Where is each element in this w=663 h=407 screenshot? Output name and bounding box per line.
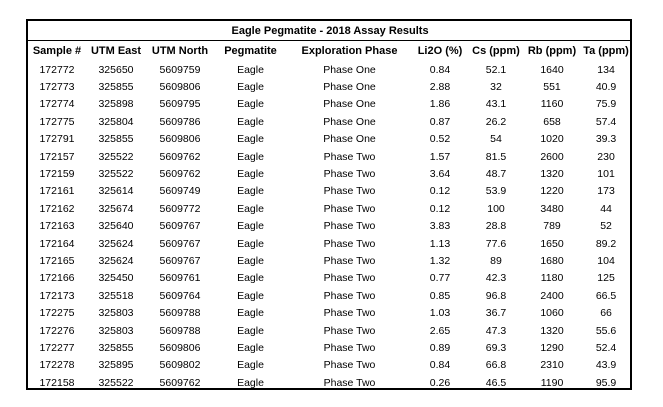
table-row [28, 218, 632, 235]
cell-ta: 66 [600, 307, 612, 320]
cell-pegmatite: Eagle [237, 254, 264, 267]
cell-exploration-phase: Phase Two [323, 307, 376, 320]
table-row [28, 200, 632, 217]
table-row [28, 165, 632, 182]
cell-sample-number: 172773 [39, 81, 75, 94]
cell-li2o: 0.89 [429, 341, 451, 354]
cell-cs: 36.7 [485, 307, 507, 320]
cell-rb: 1640 [540, 63, 564, 76]
cell-utm-north: 5609806 [159, 81, 201, 94]
cell-utm-north: 5609802 [159, 359, 201, 372]
cell-utm-north: 5609759 [159, 63, 201, 76]
cell-li2o: 1.57 [429, 150, 451, 163]
column-header-utm-east: UTM East [90, 45, 142, 57]
cell-rb: 1060 [540, 307, 564, 320]
cell-li2o: 3.64 [429, 168, 451, 181]
cell-cs: 100 [487, 202, 505, 215]
cell-rb: 1320 [540, 168, 564, 181]
cell-exploration-phase: Phase One [323, 81, 376, 94]
cell-li2o: 1.32 [429, 254, 451, 267]
cell-exploration-phase: Phase One [323, 63, 376, 76]
cell-exploration-phase: Phase Two [323, 324, 376, 337]
table-row [28, 61, 632, 78]
cell-li2o: 1.86 [429, 98, 451, 111]
table-row [28, 287, 632, 304]
cell-rb: 3480 [540, 202, 564, 215]
cell-pegmatite: Eagle [237, 185, 264, 198]
cell-li2o: 0.85 [429, 289, 451, 302]
cell-cs: 54 [490, 133, 502, 146]
cell-cs: 53.9 [485, 185, 507, 198]
assay-results-table-frame [26, 19, 632, 390]
cell-cs: 32 [490, 81, 502, 94]
cell-ta: 44 [600, 202, 612, 215]
cell-exploration-phase: Phase Two [323, 254, 376, 267]
cell-pegmatite: Eagle [237, 81, 264, 94]
table-row [28, 78, 632, 95]
cell-li2o: 0.52 [429, 133, 451, 146]
table-row [28, 322, 632, 339]
cell-exploration-phase: Phase One [323, 133, 376, 146]
cell-sample-number: 172158 [39, 376, 75, 389]
cell-utm-east: 325855 [98, 133, 134, 146]
table-row [28, 270, 632, 287]
cell-li2o: 0.77 [429, 272, 451, 285]
table-header-row [28, 41, 632, 62]
cell-sample-number: 172775 [39, 115, 75, 128]
cell-utm-north: 5609767 [159, 220, 201, 233]
cell-sample-number: 172165 [39, 254, 75, 267]
cell-exploration-phase: Phase Two [323, 376, 376, 389]
table-row [28, 357, 632, 374]
cell-sample-number: 172157 [39, 150, 75, 163]
cell-utm-north: 5609764 [159, 289, 201, 302]
cell-ta: 230 [597, 150, 615, 163]
cell-li2o: 0.26 [429, 376, 451, 389]
cell-utm-east: 325522 [98, 168, 134, 181]
cell-sample-number: 172276 [39, 324, 75, 337]
table-row [28, 235, 632, 252]
cell-ta: 75.9 [595, 98, 617, 111]
cell-pegmatite: Eagle [237, 202, 264, 215]
cell-exploration-phase: Phase Two [323, 150, 376, 163]
cell-utm-east: 325522 [98, 376, 134, 389]
table-row [28, 252, 632, 269]
cell-sample-number: 172166 [39, 272, 75, 285]
cell-utm-east: 325855 [98, 341, 134, 354]
table-row [28, 113, 632, 130]
cell-ta: 104 [597, 254, 615, 267]
cell-exploration-phase: Phase Two [323, 220, 376, 233]
cell-cs: 52.1 [485, 63, 507, 76]
cell-utm-north: 5609772 [159, 202, 201, 215]
table-row [28, 131, 632, 148]
cell-rb: 1320 [540, 324, 564, 337]
cell-sample-number: 172173 [39, 289, 75, 302]
cell-utm-east: 325450 [98, 272, 134, 285]
cell-utm-north: 5609762 [159, 376, 201, 389]
cell-utm-east: 325522 [98, 150, 134, 163]
cell-pegmatite: Eagle [237, 272, 264, 285]
cell-utm-north: 5609762 [159, 150, 201, 163]
cell-li2o: 0.12 [429, 202, 451, 215]
cell-ta: 40.9 [595, 81, 617, 94]
cell-rb: 551 [543, 81, 561, 94]
cell-rb: 2310 [540, 359, 564, 372]
cell-exploration-phase: Phase Two [323, 202, 376, 215]
cell-pegmatite: Eagle [237, 289, 264, 302]
cell-cs: 46.5 [485, 376, 507, 389]
table-title: Eagle Pegmatite - 2018 Assay Results [28, 21, 632, 41]
table-body [28, 61, 632, 391]
cell-pegmatite: Eagle [237, 341, 264, 354]
cell-utm-north: 5609786 [159, 115, 201, 128]
cell-rb: 1680 [540, 254, 564, 267]
cell-rb: 1650 [540, 237, 564, 250]
cell-cs: 89 [490, 254, 502, 267]
cell-cs: 77.6 [485, 237, 507, 250]
cell-exploration-phase: Phase Two [323, 272, 376, 285]
cell-cs: 81.5 [485, 150, 507, 163]
cell-li2o: 0.87 [429, 115, 451, 128]
cell-cs: 28.8 [485, 220, 507, 233]
column-header-exploration-phase: Exploration Phase [301, 45, 398, 57]
cell-exploration-phase: Phase One [323, 98, 376, 111]
cell-li2o: 2.65 [429, 324, 451, 337]
cell-pegmatite: Eagle [237, 150, 264, 163]
cell-ta: 89.2 [595, 237, 617, 250]
cell-li2o: 0.84 [429, 63, 451, 76]
cell-cs: 66.8 [485, 359, 507, 372]
column-header-pegmatite: Pegmatite [224, 45, 277, 57]
column-header-sample-number: Sample # [32, 45, 82, 57]
cell-utm-east: 325640 [98, 220, 134, 233]
cell-rb: 1190 [540, 376, 564, 389]
cell-li2o: 2.88 [429, 81, 451, 94]
cell-exploration-phase: Phase Two [323, 359, 376, 372]
column-header-li2o: Li2O (%) [417, 45, 463, 57]
cell-rb: 2400 [540, 289, 564, 302]
cell-pegmatite: Eagle [237, 133, 264, 146]
cell-rb: 1160 [540, 98, 564, 111]
cell-ta: 39.3 [595, 133, 617, 146]
cell-rb: 2600 [540, 150, 564, 163]
cell-cs: 47.3 [485, 324, 507, 337]
cell-cs: 48.7 [485, 168, 507, 181]
cell-pegmatite: Eagle [237, 115, 264, 128]
cell-utm-north: 5609795 [159, 98, 201, 111]
cell-ta: 43.9 [595, 359, 617, 372]
table-row [28, 339, 632, 356]
cell-utm-east: 325855 [98, 81, 134, 94]
cell-pegmatite: Eagle [237, 359, 264, 372]
cell-li2o: 3.83 [429, 220, 451, 233]
cell-ta: 57.4 [595, 115, 617, 128]
cell-ta: 101 [597, 168, 615, 181]
cell-exploration-phase: Phase One [323, 115, 376, 128]
cell-pegmatite: Eagle [237, 220, 264, 233]
cell-ta: 52 [600, 220, 612, 233]
cell-sample-number: 172791 [39, 133, 75, 146]
cell-ta: 55.6 [595, 324, 617, 337]
cell-utm-east: 325624 [98, 237, 134, 250]
cell-sample-number: 172164 [39, 237, 75, 250]
cell-sample-number: 172161 [39, 185, 75, 198]
cell-sample-number: 172277 [39, 341, 75, 354]
cell-exploration-phase: Phase Two [323, 289, 376, 302]
cell-rb: 658 [543, 115, 561, 128]
cell-utm-east: 325518 [98, 289, 134, 302]
cell-pegmatite: Eagle [237, 63, 264, 76]
cell-li2o: 0.84 [429, 359, 451, 372]
cell-sample-number: 172159 [39, 168, 75, 181]
cell-pegmatite: Eagle [237, 307, 264, 320]
column-header-rb: Rb (ppm) [527, 45, 577, 57]
cell-rb: 1220 [540, 185, 564, 198]
cell-cs: 96.8 [485, 289, 507, 302]
cell-pegmatite: Eagle [237, 376, 264, 389]
table-row [28, 304, 632, 321]
cell-utm-east: 325803 [98, 307, 134, 320]
cell-exploration-phase: Phase Two [323, 185, 376, 198]
table-row [28, 96, 632, 113]
cell-utm-north: 5609761 [159, 272, 201, 285]
cell-utm-east: 325895 [98, 359, 134, 372]
cell-pegmatite: Eagle [237, 324, 264, 337]
cell-ta: 95.9 [595, 376, 617, 389]
cell-utm-north: 5609767 [159, 237, 201, 250]
cell-rb: 1020 [540, 133, 564, 146]
cell-pegmatite: Eagle [237, 237, 264, 250]
cell-cs: 42.3 [485, 272, 507, 285]
cell-utm-north: 5609749 [159, 185, 201, 198]
column-header-utm-north: UTM North [151, 45, 209, 57]
cell-li2o: 0.12 [429, 185, 451, 198]
cell-ta: 52.4 [595, 341, 617, 354]
cell-cs: 43.1 [485, 98, 507, 111]
cell-utm-east: 325624 [98, 254, 134, 267]
cell-utm-east: 325803 [98, 324, 134, 337]
cell-ta: 125 [597, 272, 615, 285]
cell-utm-east: 325674 [98, 202, 134, 215]
table-row [28, 374, 632, 391]
cell-cs: 26.2 [485, 115, 507, 128]
cell-sample-number: 172275 [39, 307, 75, 320]
cell-rb: 1290 [540, 341, 564, 354]
cell-utm-east: 325898 [98, 98, 134, 111]
cell-utm-north: 5609767 [159, 254, 201, 267]
cell-exploration-phase: Phase Two [323, 341, 376, 354]
cell-utm-north: 5609762 [159, 168, 201, 181]
cell-utm-east: 325804 [98, 115, 134, 128]
cell-utm-north: 5609806 [159, 133, 201, 146]
cell-exploration-phase: Phase Two [323, 168, 376, 181]
cell-utm-east: 325650 [98, 63, 134, 76]
cell-li2o: 1.13 [429, 237, 451, 250]
cell-li2o: 1.03 [429, 307, 451, 320]
cell-ta: 134 [597, 63, 615, 76]
cell-ta: 173 [597, 185, 615, 198]
column-header-cs: Cs (ppm) [472, 45, 520, 57]
cell-pegmatite: Eagle [237, 168, 264, 181]
cell-sample-number: 172774 [39, 98, 75, 111]
cell-exploration-phase: Phase Two [323, 237, 376, 250]
table-row [28, 148, 632, 165]
cell-sample-number: 172772 [39, 63, 75, 76]
cell-utm-east: 325614 [98, 185, 134, 198]
cell-utm-north: 5609806 [159, 341, 201, 354]
table-row [28, 183, 632, 200]
cell-utm-north: 5609788 [159, 324, 201, 337]
cell-rb: 789 [543, 220, 561, 233]
column-header-ta: Ta (ppm) [583, 45, 629, 57]
cell-utm-north: 5609788 [159, 307, 201, 320]
cell-sample-number: 172162 [39, 202, 75, 215]
cell-sample-number: 172163 [39, 220, 75, 233]
cell-cs: 69.3 [485, 341, 507, 354]
cell-ta: 66.5 [595, 289, 617, 302]
assay-results-table [28, 21, 632, 391]
cell-rb: 1180 [540, 272, 564, 285]
cell-pegmatite: Eagle [237, 98, 264, 111]
cell-sample-number: 172278 [39, 359, 75, 372]
